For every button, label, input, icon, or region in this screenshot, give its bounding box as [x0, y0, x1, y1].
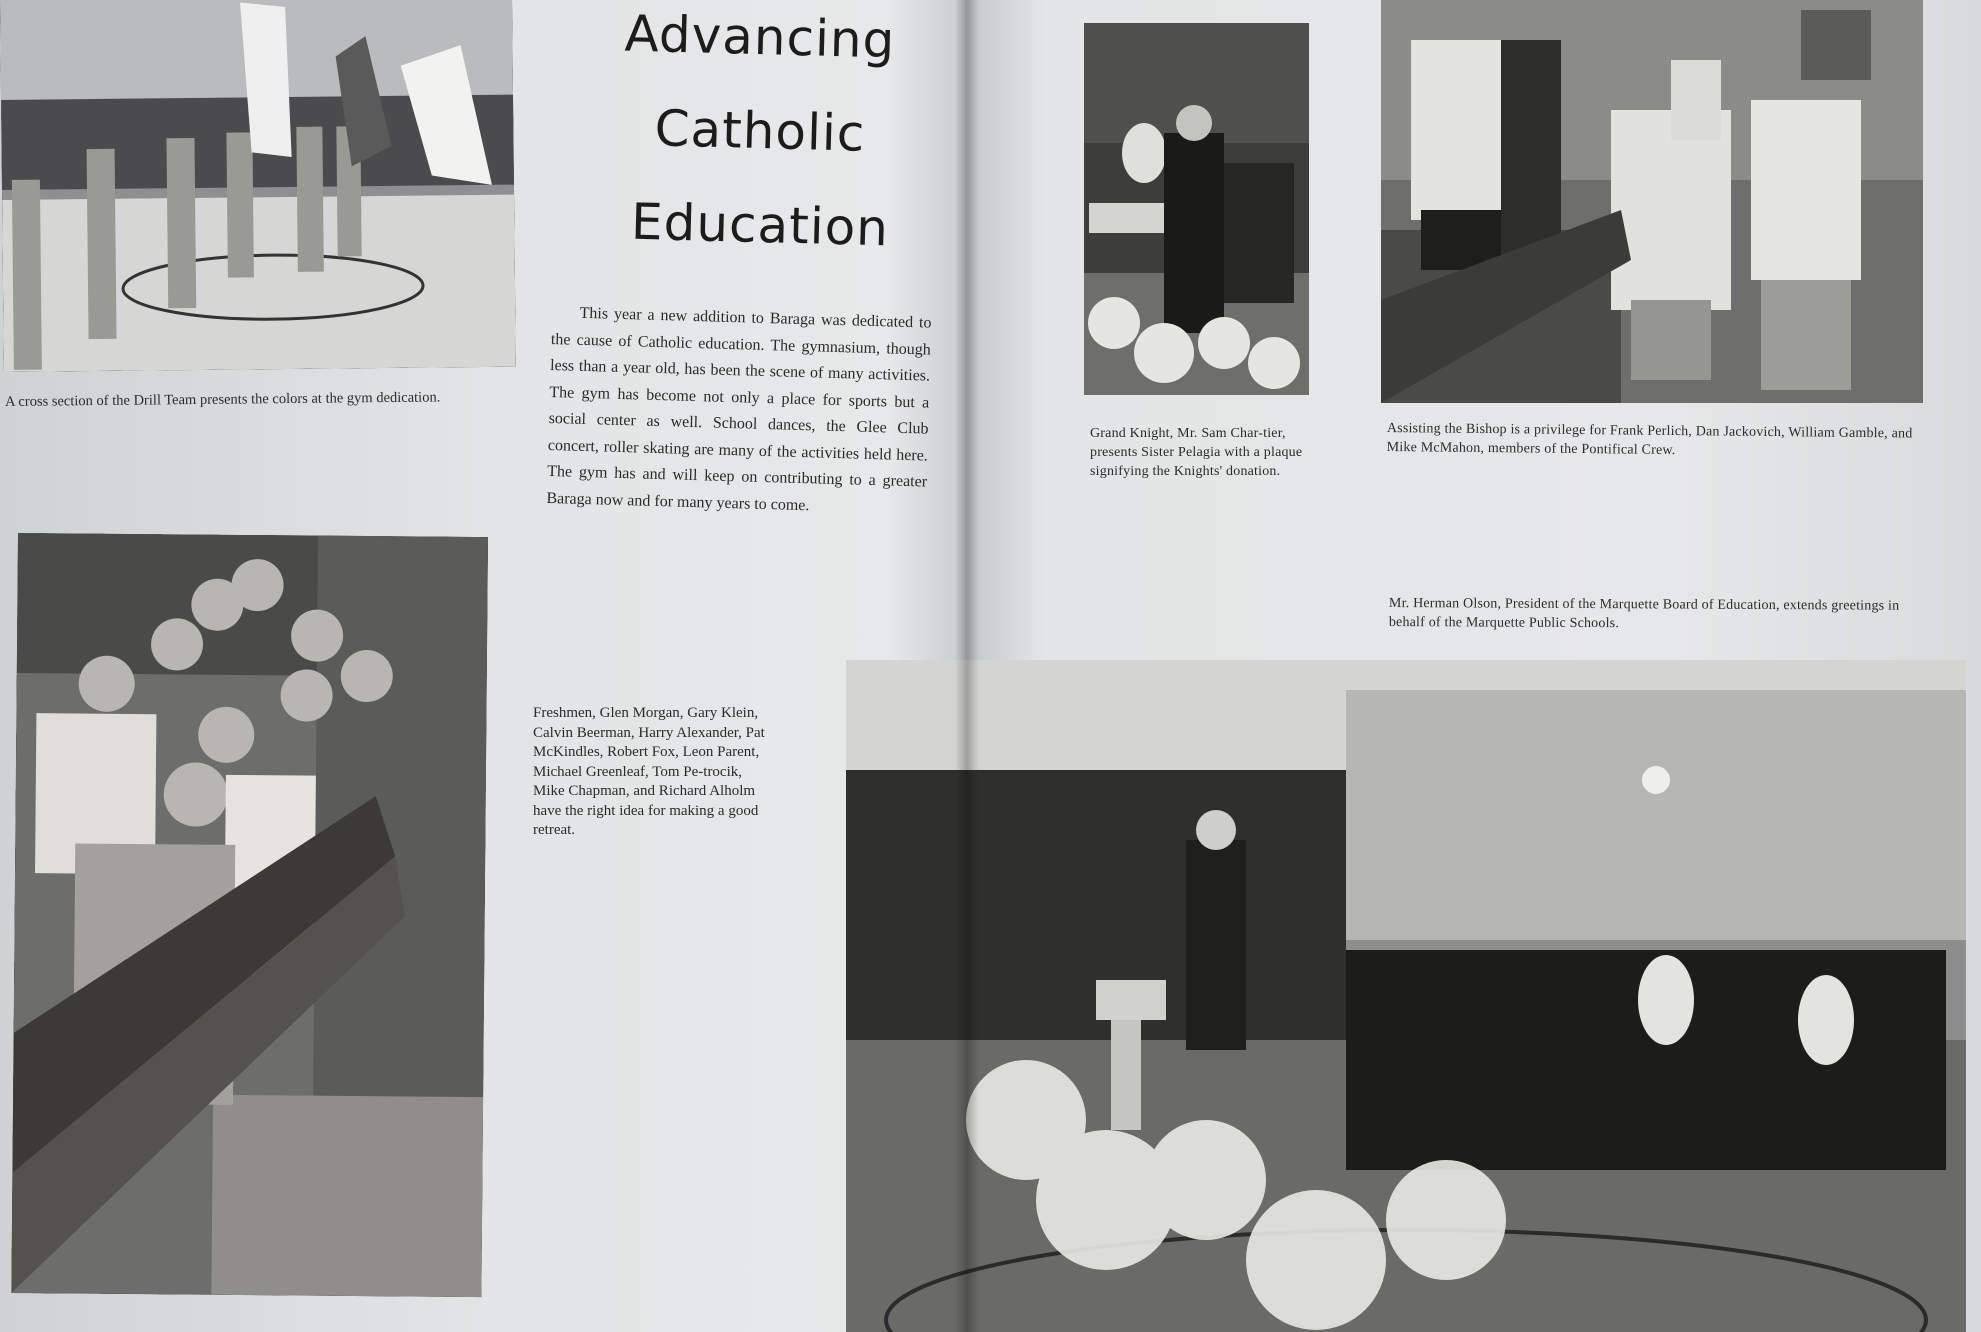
- book-gutter: [955, 0, 979, 1332]
- olson-caption: Mr. Herman Olson, President of the Marquette Board of Education, extends greetings in behalf of the Marquette Public Schools.: [1388, 596, 1900, 632]
- freshmen-photo: [11, 533, 488, 1297]
- freshmen-caption: Freshmen, Glen Morgan, Gary Klein, Calvin Beerman, Harry Alexander, Pat McKindles, Robert Fox, Leon Parent, Michael Greenleaf, Tom Pe-trocik, Mike Chapman, and Richard Alholm have the right idea for making a good retreat.: [533, 705, 765, 838]
- grand-knight-photo: [1084, 23, 1309, 395]
- bishop-caption: Assisting the Bishop is a privilege for Frank Perlich, Dan Jackovich, William Gamble, and Mike McMahon, members of the Pontifical Crew.: [1386, 420, 1913, 459]
- grand-knight-caption: Grand Knight, Mr. Sam Char-tier, presents Sister Pelagia with a plaque signifying the Knights' donation.: [1090, 426, 1303, 479]
- olson-photo: [846, 660, 1966, 1332]
- drill-team-caption: A cross section of the Drill Team presents the colors at the gym dedication.: [5, 389, 441, 410]
- bishop-photo: [1381, 0, 1923, 403]
- page-title: [560, 0, 960, 272]
- title-line-1: Advancing: [623, 4, 897, 70]
- title-line-3: Education: [630, 192, 890, 258]
- title-line-2: Catholic: [653, 99, 867, 163]
- body-paragraph: This year a new addition to Baraga was dedicated to the cause of Catholic education. The gymnasium, though less than a year old, has been the scene of many activities. The gym has become not only a place for sports but a social center as well. School dances, the Glee Club concert, roller skating are many of the activities held here. The gym has and will keep on contributing to a greater Baraga now and for many years to come.: [546, 304, 932, 514]
- drill-team-photo: [0, 0, 516, 372]
